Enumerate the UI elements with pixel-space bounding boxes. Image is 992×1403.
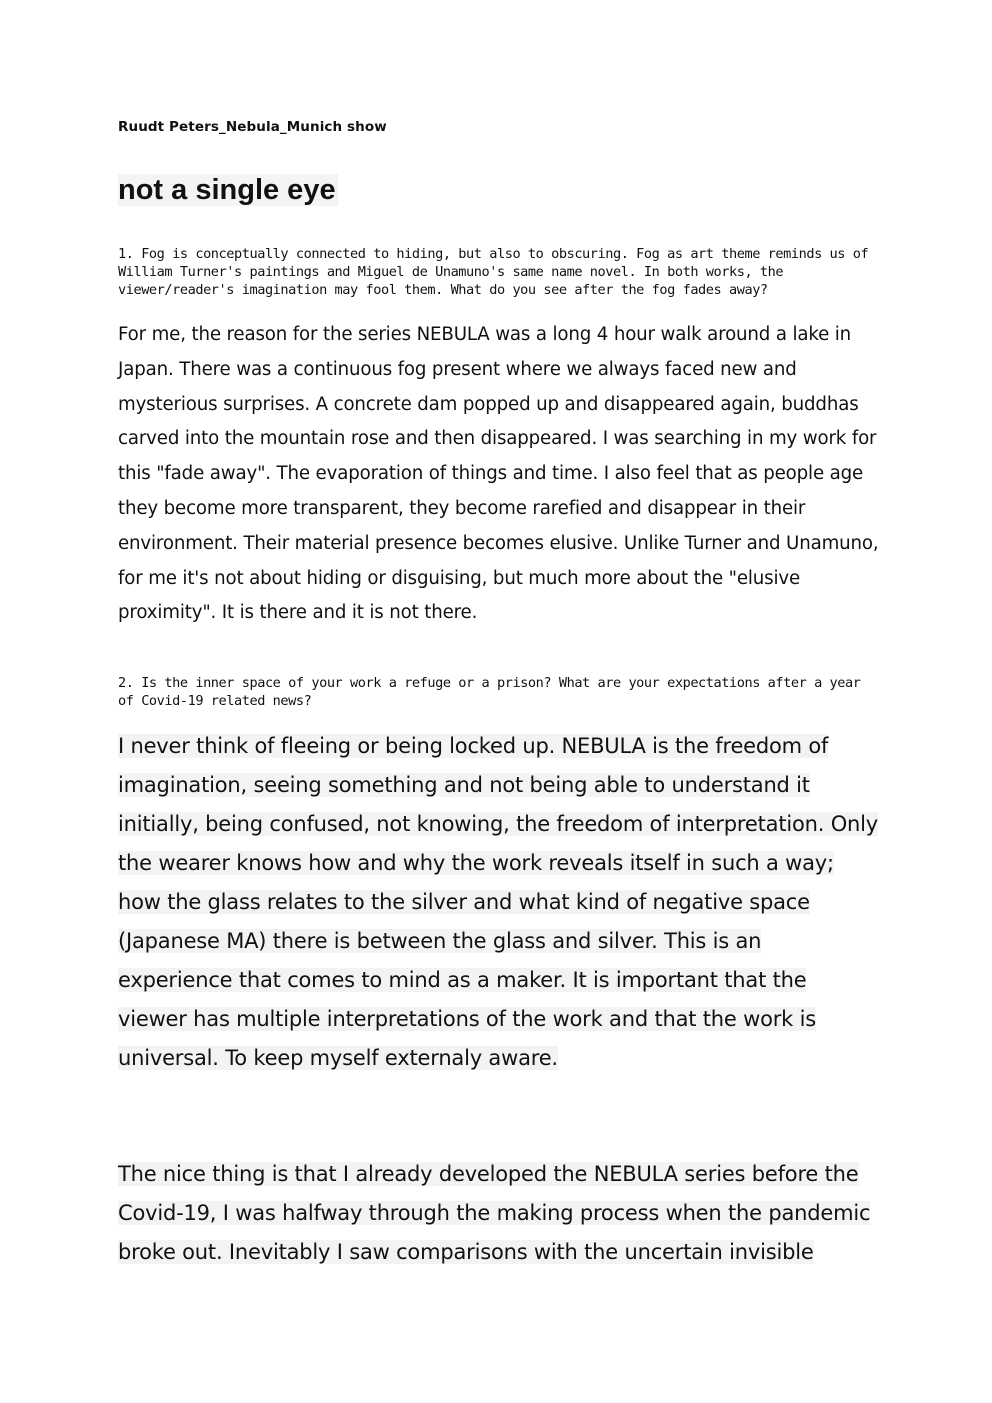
answer-2-text: I never think of fleeing or being locked up. NEBULA is the freedom of imagination, seeing something and not being able to understand it initially, being confused, not knowing, the freedom of interpretation. Only the wearer knows how and why the work reveals itself in such a way; how the glass relates to the silver and what kind of negative space (Japanese MA) there is between the glass and silver. This is an experience that comes to mind as a maker. It is important that the viewer has multiple interpretations of the work and that the work is universal. To keep myself externaly aware. bbox=[118, 734, 879, 1070]
answer-1: For me, the reason for the series NEBULA was a long 4 hour walk around a lake in Japan. There was a continuous fog present where we always faced new and mysterious surprises. A concrete dam popped up and disappeared again, buddhas carved into the mountain rose and then disappeared. I was searching in my work for this "fade away". The evaporation of things and time. I also feel that as people age they become more transparent, they become rarefied and disappear in their environment. Their material presence becomes elusive. Unlike Turner and Unamuno, for me it's not about hiding or disguising, but much more about the "elusive proximity". It is there and it is not there. bbox=[118, 324, 879, 624]
question-1: 1. Fog is conceptually connected to hiding, but also to obscuring. Fog as art theme reminds us of William Turner's paintings and Miguel de Unamuno's same name novel. In both works, the viewer/reader's imagination may fool them. What do you see after the fog fades away? bbox=[118, 246, 869, 298]
document-title: Ruudt Peters_Nebula_Munich show bbox=[118, 119, 387, 135]
answer-2-continued bbox=[118, 1155, 888, 1272]
article-heading-text: not a single eye bbox=[118, 174, 336, 206]
answer-2 bbox=[118, 727, 878, 1078]
article-heading bbox=[118, 170, 338, 210]
answer-2-continued-text: The nice thing is that I already developed the NEBULA series before the Covid-19, I was halfway through the making process when the pandemic broke out. Inevitably I saw comparisons with the uncertain invisible bbox=[118, 1162, 871, 1264]
question-2: 2. Is the inner space of your work a refuge or a prison? What are your expectations after a year of Covid-19 related news? bbox=[118, 675, 861, 709]
